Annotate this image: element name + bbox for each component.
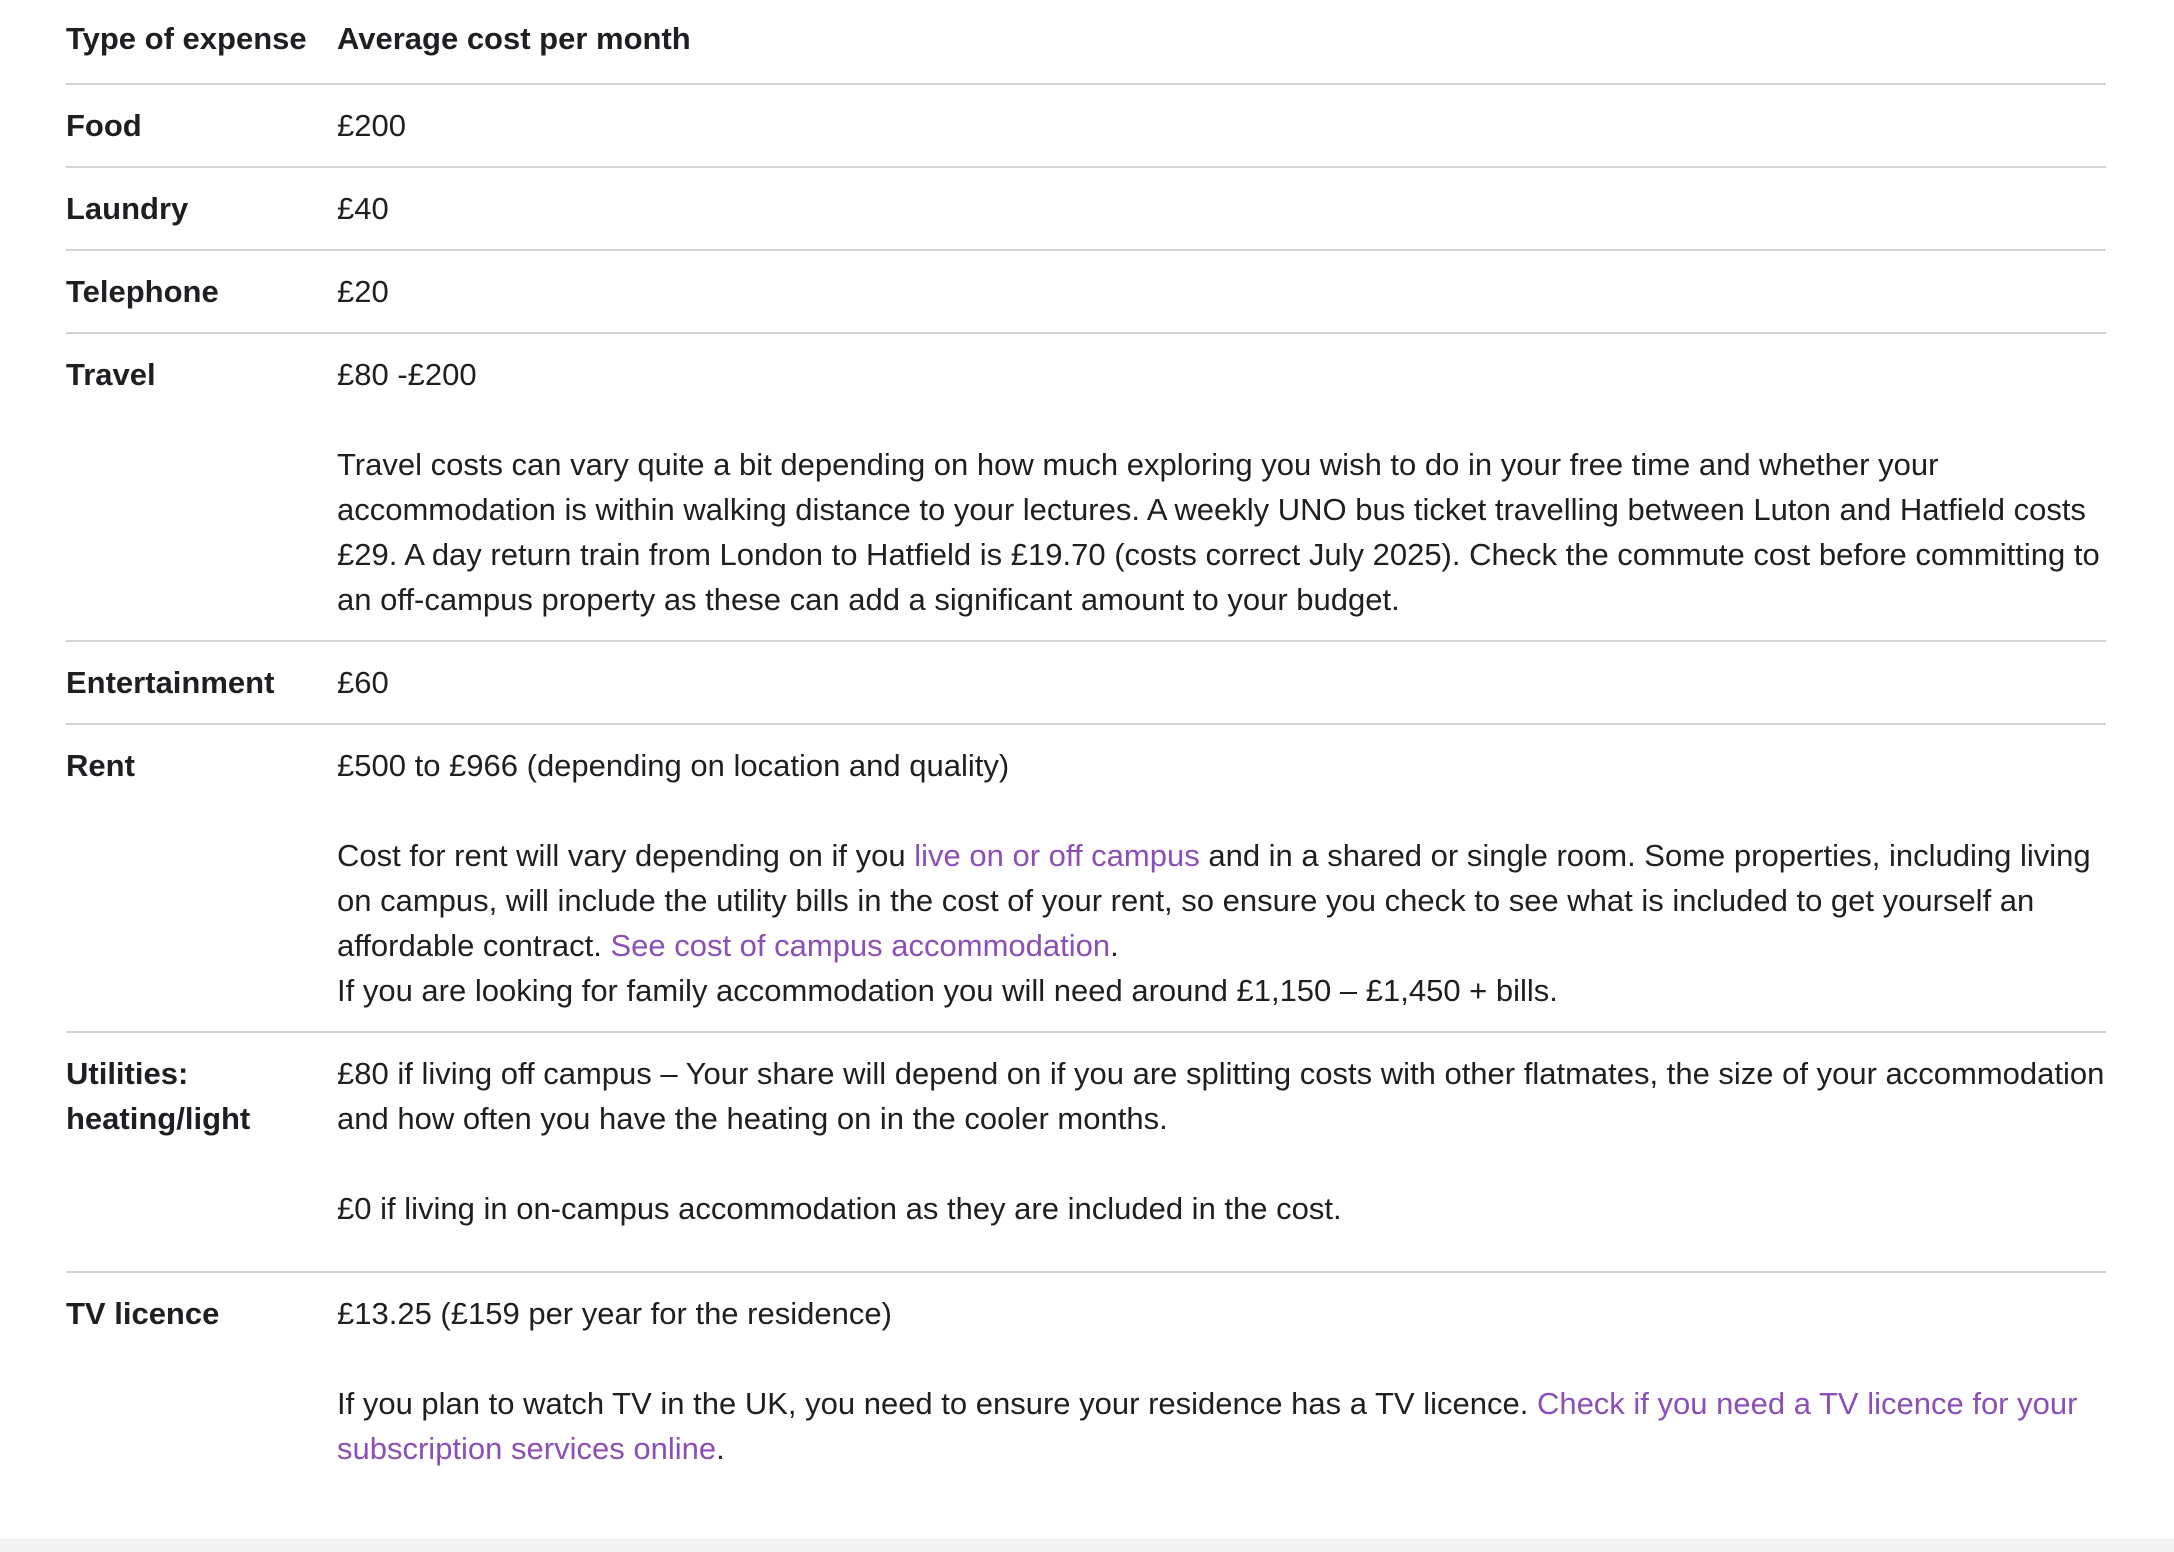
tv-note-text: If you plan to watch TV in the UK, you need to ensure your residence has a TV licence. xyxy=(337,1386,1537,1421)
table-row-telephone xyxy=(66,250,2106,333)
row-cell-rent xyxy=(337,724,2106,1032)
tv-licence-note xyxy=(337,1381,2106,1471)
tv-note-period: . xyxy=(716,1431,725,1466)
table-row-tv-licence xyxy=(66,1272,2106,1489)
rent-note-text-2: and in a shared or single room. Some properties, including living on campus, will include the utility bills in the cost of your rent, so ensure you check to see what is included to get yourself an affordable contract. xyxy=(337,838,2091,963)
utilities-off-campus: £80 if living off campus – Your share will depend on if you are splitting costs with other flatmates, the size of your accommodation and how often you have the heating on in the cooler months. xyxy=(337,1056,2105,1136)
row-value-telephone: £20 xyxy=(337,250,2106,333)
row-label-food: Food xyxy=(66,84,337,167)
row-value-travel: £80 -£200 xyxy=(337,357,477,392)
rent-note xyxy=(337,833,2106,968)
table-row-rent xyxy=(66,724,2106,1032)
row-label-laundry: Laundry xyxy=(66,167,337,250)
row-value-food: £200 xyxy=(337,84,2106,167)
row-label-entertainment: Entertainment xyxy=(66,641,337,724)
header-type-of-expense: Type of expense xyxy=(66,14,337,84)
table-row-utilities xyxy=(66,1032,2106,1272)
row-label-tv-licence: TV licence xyxy=(66,1296,220,1331)
rent-note-period: . xyxy=(1110,928,1119,963)
row-label-utilities: Utilities: heating/light xyxy=(66,1032,337,1272)
row-value-rent: £500 to £966 (depending on location and quality) xyxy=(337,748,1010,783)
campus-accommodation-cost-link[interactable]: See cost of campus accommodation xyxy=(610,928,1111,963)
row-value-laundry: £40 xyxy=(337,167,2106,250)
row-cell-utilities xyxy=(337,1032,2106,1272)
row-label-rent: Rent xyxy=(66,724,337,1032)
header-row xyxy=(66,14,2106,84)
table-row-travel xyxy=(66,333,2106,641)
row-value-entertainment: £60 xyxy=(337,641,2106,724)
table-row-entertainment xyxy=(66,641,2106,724)
row-value-tv-licence: £13.25 (£159 per year for the residence) xyxy=(337,1296,892,1331)
row-cell-travel xyxy=(337,333,2106,641)
row-label-travel: Travel xyxy=(66,333,337,641)
bottom-band xyxy=(0,1538,2174,1552)
utilities-on-campus: £0 if living in on-campus accommodation as they are included in the cost. xyxy=(337,1191,1342,1226)
table-header xyxy=(66,14,2106,84)
live-on-or-off-campus-link[interactable]: live on or off campus xyxy=(914,838,1200,873)
rent-note-text-1: Cost for rent will vary depending on if you xyxy=(337,838,915,873)
expense-table xyxy=(66,14,2106,1489)
travel-note: Travel costs can vary quite a bit depending on how much exploring you wish to do in your free time and whether your accommodation is within walking distance to your lectures. A weekly UNO bus ticket travelling between Luton and Hatfield costs £29. A day return train from London to Hatfield is £19.70 (costs correct July 2025). Check the commute cost before committing to an off-campus property as these can add a significant amount to your budget. xyxy=(337,447,2100,617)
row-label-telephone: Telephone xyxy=(66,250,337,333)
rent-family-note: If you are looking for family accommodation you will need around £1,150 – £1,450 + bills. xyxy=(337,973,1558,1008)
tv-licence-check-link[interactable]: Check if you need a TV licence for your subscription services online xyxy=(337,1386,2078,1466)
table-row-laundry xyxy=(66,167,2106,250)
table-row-food xyxy=(66,84,2106,167)
row-cell-tv-licence xyxy=(337,1272,2106,1489)
header-average-cost: Average cost per month xyxy=(337,14,2106,84)
